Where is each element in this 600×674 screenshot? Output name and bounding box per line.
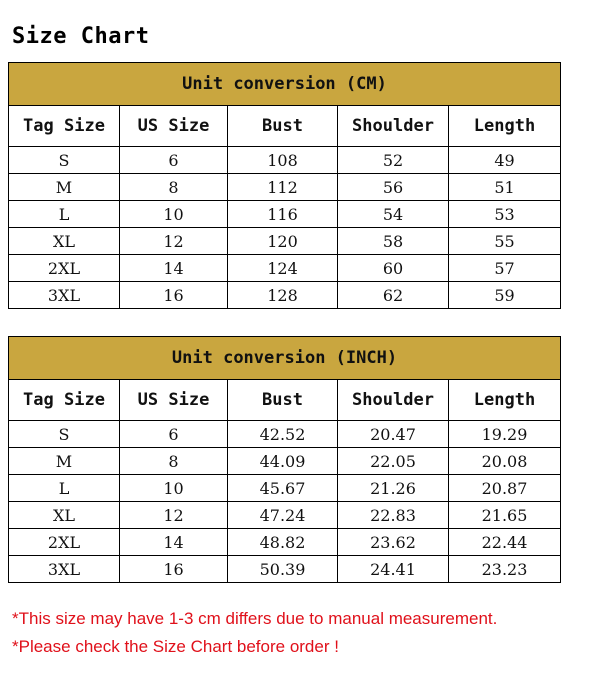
us-size-cell: 8	[120, 174, 228, 201]
page-title: Size Chart	[12, 24, 150, 49]
shoulder-cell: 54	[338, 201, 449, 228]
bust-cell: 42.52	[228, 421, 338, 448]
bust-cell: 44.09	[228, 448, 338, 475]
bust-cell: 120	[228, 228, 338, 255]
table-row	[9, 228, 561, 255]
shoulder-cell: 62	[338, 282, 449, 309]
shoulder-cell: 20.47	[338, 421, 449, 448]
length-cell: 57	[449, 255, 561, 282]
tag-size-cell: XL	[9, 228, 120, 255]
tag-size-cell: S	[9, 421, 120, 448]
us-size-cell: 8	[120, 448, 228, 475]
table-row	[9, 255, 561, 282]
length-cell: 20.08	[449, 448, 561, 475]
check-chart-note: *Please check the Size Chart before order !	[12, 637, 339, 656]
shoulder-cell: 60	[338, 255, 449, 282]
column-header-shoulder: Shoulder	[338, 380, 449, 421]
table-row	[9, 556, 561, 583]
shoulder-cell: 22.83	[338, 502, 449, 529]
tag-size-cell: L	[9, 475, 120, 502]
tag-size-cell: XL	[9, 502, 120, 529]
shoulder-cell: 52	[338, 147, 449, 174]
table-row	[9, 147, 561, 174]
us-size-cell: 14	[120, 255, 228, 282]
column-header-tag-size: Tag Size	[9, 106, 120, 147]
column-header-bust: Bust	[228, 106, 338, 147]
tag-size-cell: 3XL	[9, 556, 120, 583]
length-cell: 22.44	[449, 529, 561, 556]
us-size-cell: 12	[120, 502, 228, 529]
us-size-cell: 12	[120, 228, 228, 255]
bust-cell: 50.39	[228, 556, 338, 583]
us-size-cell: 16	[120, 556, 228, 583]
table-row	[9, 421, 561, 448]
length-cell: 53	[449, 201, 561, 228]
tag-size-cell: 2XL	[9, 529, 120, 556]
bust-cell: 47.24	[228, 502, 338, 529]
table-row	[9, 174, 561, 201]
us-size-cell: 16	[120, 282, 228, 309]
shoulder-cell: 58	[338, 228, 449, 255]
tag-size-cell: M	[9, 174, 120, 201]
shoulder-cell: 56	[338, 174, 449, 201]
table-banner: Unit conversion (INCH)	[9, 337, 561, 380]
length-cell: 49	[449, 147, 561, 174]
table-row	[9, 282, 561, 309]
bust-cell: 116	[228, 201, 338, 228]
us-size-cell: 10	[120, 201, 228, 228]
bust-cell: 45.67	[228, 475, 338, 502]
measurement-note: *This size may have 1-3 cm differs due to manual measurement.	[12, 609, 498, 628]
us-size-cell: 6	[120, 147, 228, 174]
size-table-cm	[8, 62, 561, 309]
shoulder-cell: 24.41	[338, 556, 449, 583]
table-row	[9, 448, 561, 475]
column-header-shoulder: Shoulder	[338, 106, 449, 147]
tag-size-cell: S	[9, 147, 120, 174]
us-size-cell: 10	[120, 475, 228, 502]
column-header-tag-size: Tag Size	[9, 380, 120, 421]
us-size-cell: 14	[120, 529, 228, 556]
bust-cell: 48.82	[228, 529, 338, 556]
bust-cell: 128	[228, 282, 338, 309]
length-cell: 19.29	[449, 421, 561, 448]
column-header-us-size: US Size	[120, 380, 228, 421]
length-cell: 20.87	[449, 475, 561, 502]
table-row	[9, 475, 561, 502]
column-header-length: Length	[449, 380, 561, 421]
length-cell: 23.23	[449, 556, 561, 583]
bust-cell: 124	[228, 255, 338, 282]
length-cell: 59	[449, 282, 561, 309]
column-header-us-size: US Size	[120, 106, 228, 147]
size-table-inch	[8, 336, 561, 583]
shoulder-cell: 22.05	[338, 448, 449, 475]
us-size-cell: 6	[120, 421, 228, 448]
tag-size-cell: M	[9, 448, 120, 475]
column-header-length: Length	[449, 106, 561, 147]
tag-size-cell: 2XL	[9, 255, 120, 282]
table-row	[9, 201, 561, 228]
shoulder-cell: 21.26	[338, 475, 449, 502]
length-cell: 21.65	[449, 502, 561, 529]
bust-cell: 108	[228, 147, 338, 174]
column-header-bust: Bust	[228, 380, 338, 421]
table-row	[9, 529, 561, 556]
table-row	[9, 502, 561, 529]
tag-size-cell: 3XL	[9, 282, 120, 309]
length-cell: 55	[449, 228, 561, 255]
table-banner: Unit conversion (CM)	[9, 63, 561, 106]
tag-size-cell: L	[9, 201, 120, 228]
bust-cell: 112	[228, 174, 338, 201]
shoulder-cell: 23.62	[338, 529, 449, 556]
length-cell: 51	[449, 174, 561, 201]
